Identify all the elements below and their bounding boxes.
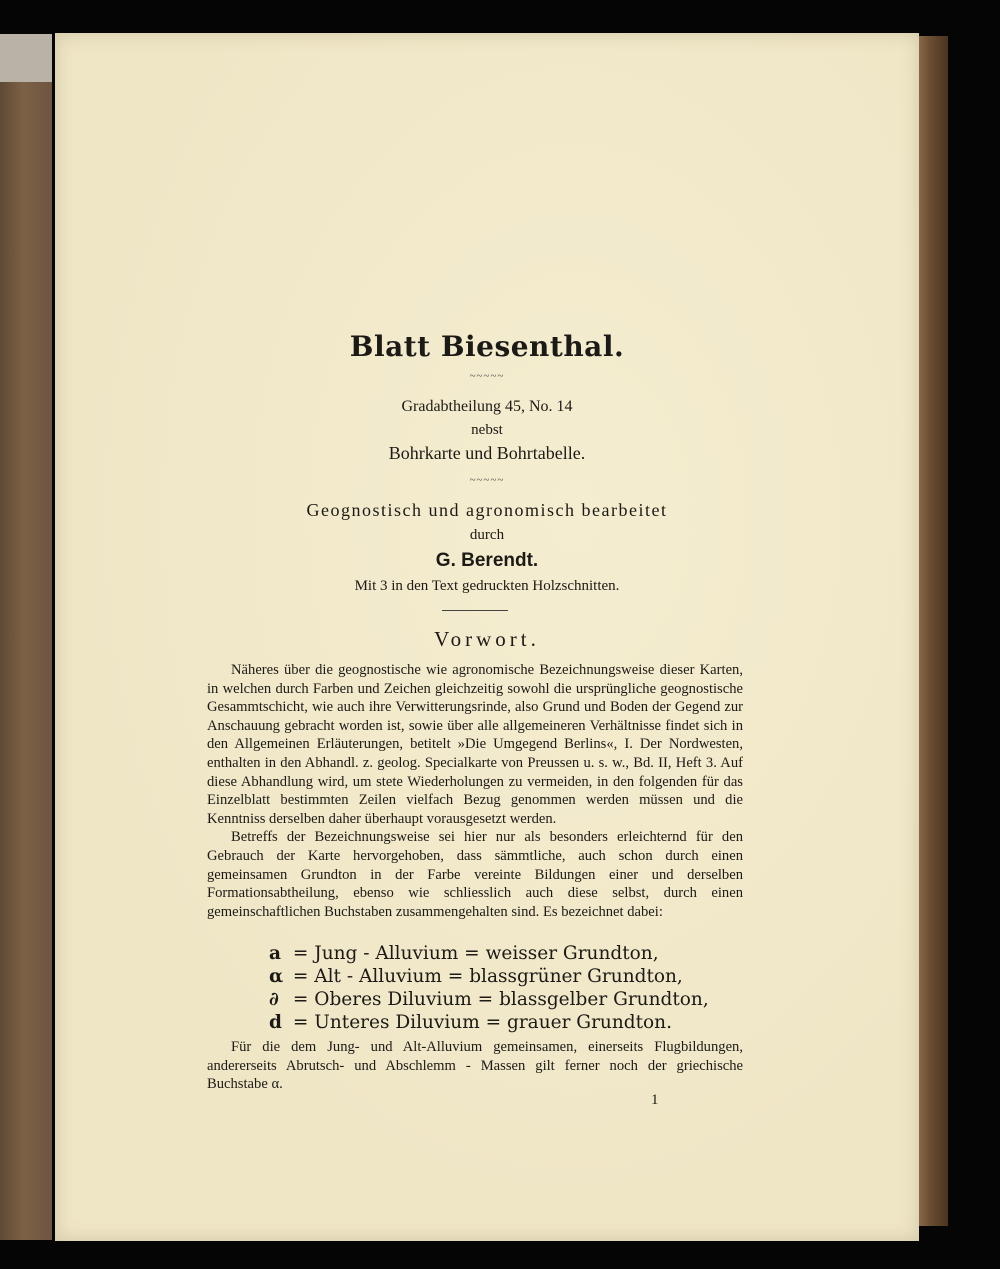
legend-line-oberes-diluvium — [269, 989, 709, 1010]
subtitle-ornament: ~~~~~ — [469, 474, 505, 486]
author-name: G. Berendt. — [435, 550, 539, 571]
legend-symbol: α — [269, 966, 284, 987]
legend-symbol: d — [269, 1012, 282, 1033]
legend-line-unteres-diluvium — [269, 1012, 672, 1033]
woodcuts-note: Mit 3 in den Text gedruckten Holzschnitten. — [354, 578, 620, 594]
page-number: 1 — [651, 1092, 659, 1108]
durch-line: durch — [469, 527, 505, 543]
bearbeitet-line: Geognostisch und agronomisch bearbeitet — [306, 500, 668, 520]
legend-symbol: ∂ — [269, 989, 279, 1010]
legend-text: = Unteres Diluvium = grauer Grundton. — [292, 1012, 672, 1033]
book-spine-edge — [0, 34, 52, 1240]
book-cover-edge — [918, 36, 948, 1226]
legend-symbol: a — [269, 943, 281, 964]
bohrkarte-line: Bohrkarte und Bohrtabelle. — [388, 443, 586, 463]
closing-text — [207, 1038, 743, 1094]
intro-text — [207, 661, 743, 921]
legend-text: = Jung - Alluvium = weisser Grundton, — [292, 943, 659, 964]
legend-line-alt-alluvium — [269, 966, 683, 987]
paragraph-3: Für die dem Jung- und Alt-Alluvium gemeinsamen, einerseits Flugbildungen, andererseits Abrutsch- und Abschlemm - Massen gilt ferner noch der griechische Buchstabe α. — [207, 1039, 743, 1093]
paragraph-1: Näheres über die geognostische wie agronomische Bezeichnungsweise dieser Karten, in welchen durch Farben und Zeichen gleichzeitig sowohl die ursprüngliche geognostische Gesammtschicht, wie auch ihre Verwitterungsrinde, also Grund und Boden der Gegend zur Anschauung gebracht worden ist, sowie über alle allgemeineren Verhältnisse findet sich in den Allgemeinen Erläuterungen, betitelt »Die Umgegend Berlins«, I. Der Nordwesten, enthalten in den Abhandl. z. geolog. Specialkarte von Preussen u. s. w., Bd. II, Heft 3. Auf diese Abhandlung wird, um stete Wiederholungen zu vermeiden, in den folgenden für das Einzelblatt bestimmten Zeilen vielfach Bezug genommen werden müssen und die Kenntniss derselben daher überhaupt vorausgesetzt werden. — [207, 662, 743, 827]
gradabtheilung-line: Gradabtheilung 45, No. 14 — [401, 398, 573, 415]
legend-text: = Alt - Alluvium = blassgrüner Grundton, — [292, 966, 683, 987]
legend-text: = Oberes Diluvium = blassgelber Grundton, — [292, 989, 709, 1010]
paragraph-2: Betreffs der Bezeichnungsweise sei hier nur als besonders erleichternd für den Gebrauch der Karte hervorgehoben, dass sämmtliche, auch schon durch einen gemeinsamen Grundton in der Farbe vereinte Bildungen einer und derselben Formationsabtheilung, ebenso wie schliesslich auch diese selbst, durch einen gemeinschaftlichen Buchstaben zusammengehalten sind. Es bezeichnet dabei: — [207, 829, 743, 920]
title-ornament: ~~~~~ — [469, 370, 505, 382]
page-title: Blatt Biesenthal. — [349, 330, 625, 363]
divider-rule — [442, 610, 508, 611]
document-page — [55, 33, 919, 1241]
legend-line-jung-alluvium — [269, 943, 659, 964]
nebst-line: nebst — [471, 422, 503, 438]
section-heading: Vorwort. — [434, 627, 540, 651]
